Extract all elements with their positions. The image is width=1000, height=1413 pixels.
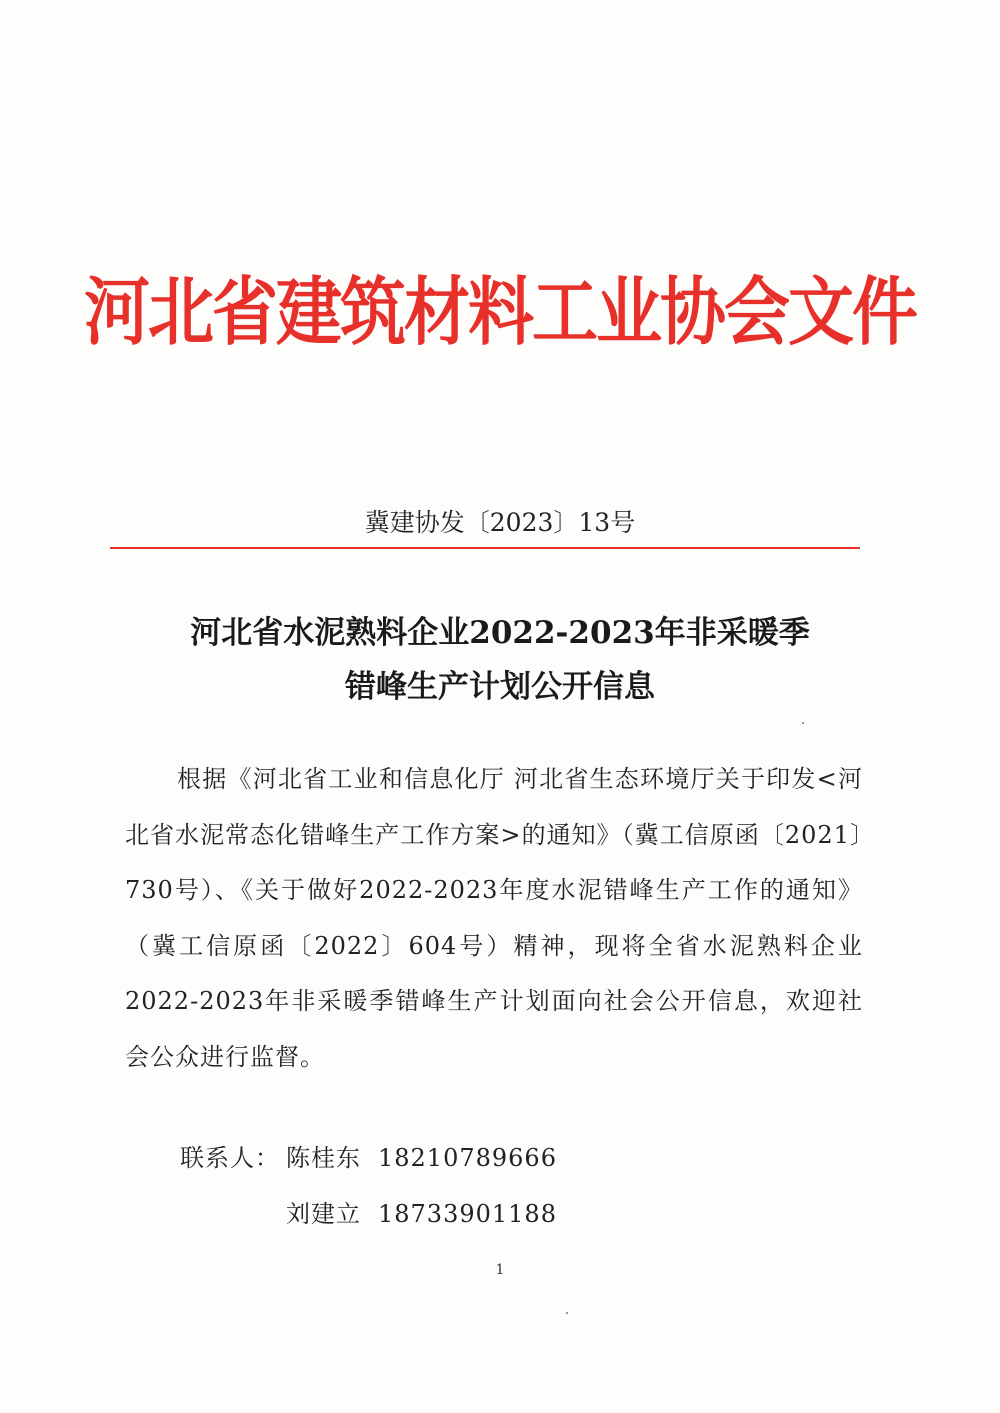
scan-speck [566, 1312, 568, 1314]
contact-name: 陈桂东 [286, 1144, 361, 1172]
contact-phone: 18210789666 [378, 1144, 557, 1172]
page-number: 1 [495, 1262, 505, 1278]
org-header-title: 河北省建筑材料工业协会文件 [84, 269, 916, 356]
contact-row [180, 1186, 557, 1242]
contact-name: 刘建立 [286, 1200, 361, 1228]
scan-speck [802, 722, 804, 724]
contacts-block [180, 1130, 557, 1242]
title-line-2: 错峰生产计划公开信息 [345, 669, 655, 705]
body-paragraph: 根据《河北省工业和信息化厅 河北省生态环境厅关于印发<河北省水泥常态化错峰生产工作方案>的通知》（冀工信原函〔2021〕730号）、《关于做好2022-2023年度水泥错峰生产工作的通知》（冀工信原函〔2022〕604号）精神，现将全省水泥熟料企业2022-2023年非采暖季错峰生产计划面向社会公开信息，欢迎社会公众进行监督。 [125, 765, 863, 1071]
document-number: 冀建协发〔2023〕13号 [364, 508, 636, 537]
title-line-1: 河北省水泥熟料企业2022-2023年非采暖季 [190, 615, 810, 651]
document-title [0, 606, 1000, 714]
contact-phone: 18733901188 [378, 1200, 557, 1228]
contacts-label: 联系人： [180, 1144, 280, 1172]
red-divider-line [110, 547, 860, 549]
contact-row [180, 1130, 557, 1186]
